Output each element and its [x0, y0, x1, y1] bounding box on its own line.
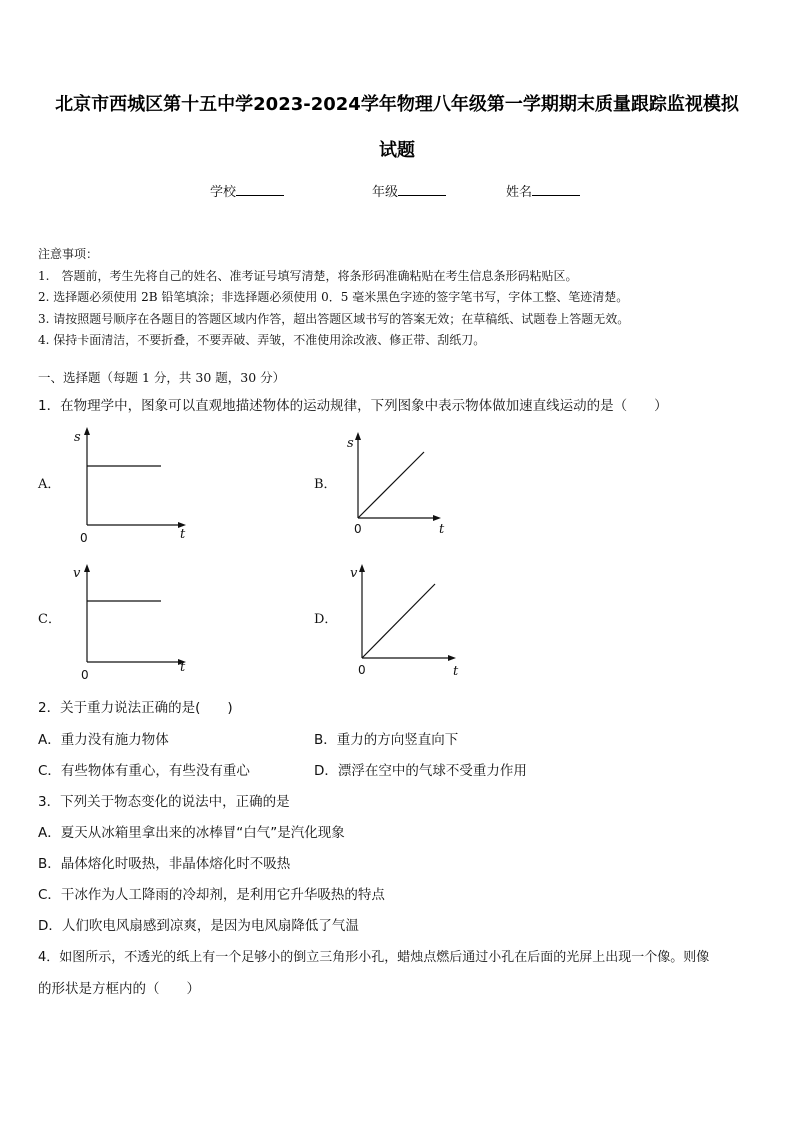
q1-option-a-label: A． [38, 477, 61, 492]
document-title [30, 82, 764, 174]
q2-option-b: B．重力的方向竖直向下 [314, 732, 459, 748]
graph-b [335, 430, 465, 545]
notice-item: 2. 选择题必须使用 2B 铅笔填涂；非选择题必须使用 0．5 毫米黑色字迹的签字笔书写，字体工整、笔迹清楚。 [38, 290, 629, 304]
q3-option-d: D．人们吹电风扇感到凉爽，是因为电风扇降低了气温 [38, 918, 359, 934]
q1-option-c-label: C． [38, 612, 61, 627]
section-heading: 一、选择题（每题 1 分，共 30 题，30 分） [38, 370, 286, 385]
name-label: 姓名 [506, 185, 533, 200]
school-label: 学校 [210, 185, 237, 200]
name-field [506, 181, 580, 200]
graph-a [60, 425, 190, 550]
graph-b-x-arrow [433, 515, 441, 521]
q2-option-c: C．有些物体有重心，有些没有重心 [38, 763, 250, 779]
q1-option-b-label: B． [314, 477, 337, 492]
graph-b-line [358, 452, 424, 518]
graph-b-x-label: t [439, 522, 445, 537]
grade-label: 年级 [372, 185, 399, 200]
question-4-stem-line-2: 的形状是方框内的（ ） [38, 981, 200, 997]
q3-option-b: B．晶体熔化时吸热，非晶体熔化时不吸热 [38, 856, 291, 872]
school-field [210, 181, 284, 200]
graph-a-y-label: s [74, 430, 81, 445]
title-line-2: 试题 [379, 140, 415, 161]
name-blank [532, 183, 580, 196]
graph-d-line [362, 584, 435, 658]
q2-option-d: D．漂浮在空中的气球不受重力作用 [314, 763, 527, 779]
notice-item: 4. 保持卡面清洁，不要折叠，不要弄破、弄皱，不准使用涂改液、修正带、刮纸刀。 [38, 333, 486, 347]
school-blank [236, 183, 284, 196]
notice-block [38, 244, 629, 352]
title-line-1: 北京市西城区第十五中学2023-2024学年物理八年级第一学期期末质量跟踪监视模拟 [55, 94, 739, 115]
notice-item: 1. 答题前，考生先将自己的姓名、准考证号填写清楚，将条形码准确粘贴在考生信息条形码粘贴区。 [38, 268, 578, 283]
graph-b-y-label: s [347, 436, 354, 451]
question-3-stem: 3．下列关于物态变化的说法中，正确的是 [38, 794, 290, 810]
graph-b-origin: 0 [354, 522, 362, 536]
graph-a-x-label: t [180, 527, 186, 542]
graph-c-y-label: v [73, 566, 81, 581]
grade-blank [398, 183, 446, 196]
graph-d [340, 562, 470, 682]
question-4-stem-line-1: 4．如图所示，不透光的纸上有一个足够小的倒立三角形小孔，蜡烛点燃后通过小孔在后面的光屏上出现一个像。则像 [38, 950, 710, 965]
q2-option-a: A．重力没有施力物体 [38, 732, 169, 748]
graph-d-y-arrow [359, 564, 365, 572]
graph-a-y-arrow [84, 427, 90, 435]
graph-d-y-label: v [350, 566, 358, 581]
graph-c-x-label: t [180, 660, 186, 675]
notice-item: 3. 请按照题号顺序在各题目的答题区域内作答，超出答题区域书写的答案无效；在草稿纸、试题卷上答题无效。 [38, 311, 630, 326]
question-1-stem: 1．在物理学中，图象可以直观地描述物体的运动规律，下列图象中表示物体做加速直线运动的是（ ） [38, 398, 668, 414]
graph-b-y-arrow [355, 432, 361, 440]
graph-d-x-arrow [448, 655, 456, 661]
q3-option-c: C．干冰作为人工降雨的冷却剂，是利用它升华吸热的特点 [38, 887, 385, 903]
graph-d-x-label: t [453, 664, 459, 679]
notice-heading: 注意事项： [38, 247, 99, 261]
graph-a-origin: 0 [80, 531, 88, 545]
graph-c-y-arrow [84, 564, 90, 572]
question-2-stem: 2．关于重力说法正确的是( ) [38, 700, 233, 716]
q3-option-a: A．夏天从冰箱里拿出来的冰棒冒“白气”是汽化现象 [38, 825, 345, 841]
graph-c-origin: 0 [81, 668, 89, 682]
graph-c [60, 562, 190, 687]
graph-d-origin: 0 [358, 663, 366, 677]
q1-option-d-label: D． [314, 612, 338, 627]
grade-field [372, 181, 446, 200]
